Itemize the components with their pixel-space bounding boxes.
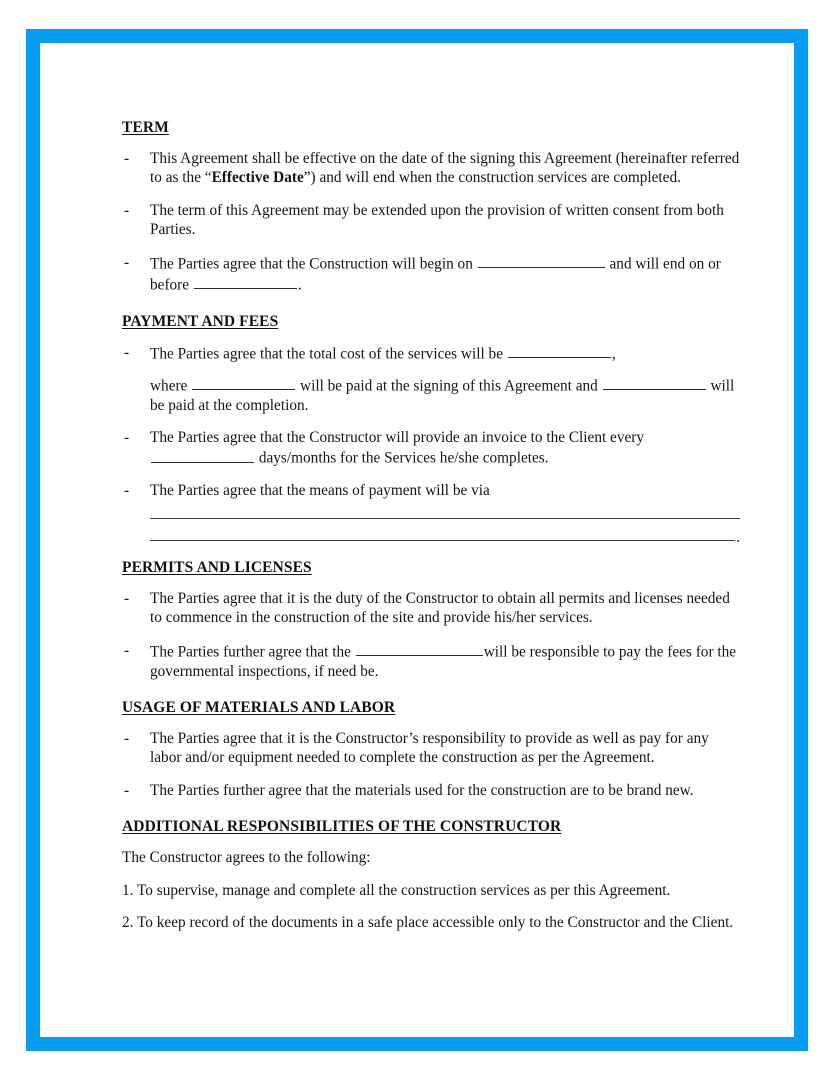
bullet-dash-icon: - bbox=[124, 730, 130, 748]
fill-in-blank-end-date[interactable] bbox=[194, 274, 297, 290]
section-heading-permits-and-licenses: PERMITS AND LICENSES bbox=[122, 558, 312, 576]
clause-text: The Parties agree that it is the Constructor’s responsibility to provide as well as pay for any labor and/or equipment needed to complete the construction as per the Agreement. bbox=[150, 730, 709, 767]
clause-text-post: , bbox=[611, 345, 616, 363]
bullet-dash-icon: - bbox=[124, 589, 130, 607]
materials-bullet-list bbox=[122, 729, 740, 800]
additional-responsibilities-intro: The Constructor agrees to the following: bbox=[122, 849, 371, 867]
section-permits-and-licenses bbox=[122, 559, 740, 681]
clause-text: The Parties agree that it is the duty of the Constructor to obtain all permits and licenses needed to commence in the construction of the site and provide his/her services. bbox=[150, 589, 730, 627]
write-in-rule[interactable] bbox=[150, 517, 740, 519]
clause-text-pre: This Agreement shall be effective on the date of the signing this Agreement (hereinafter referred to as the “ bbox=[150, 150, 740, 187]
bullet-dash-icon: - bbox=[124, 482, 130, 500]
list-item bbox=[122, 253, 740, 295]
payment-bullet-list bbox=[122, 343, 740, 546]
clause-text: The term of this Agreement may be extended upon the provision of written consent from both Parties. bbox=[150, 201, 724, 239]
section-usage-of-materials-and-labor bbox=[122, 699, 740, 800]
list-item bbox=[122, 428, 740, 468]
bullet-dash-icon: - bbox=[124, 428, 130, 446]
section-payment-and-fees bbox=[122, 312, 740, 546]
clause-text-second-post: will be paid at the completion. bbox=[150, 377, 735, 414]
write-in-rule[interactable] bbox=[150, 539, 735, 541]
fill-in-blank-deposit-amount[interactable] bbox=[192, 375, 295, 391]
bullet-dash-icon: - bbox=[124, 201, 130, 219]
permits-bullet-list bbox=[122, 589, 740, 681]
bullet-dash-icon: - bbox=[124, 343, 130, 361]
clause-text-pre: The Parties agree that the total cost of the services will be bbox=[150, 345, 503, 363]
fill-in-blank-start-date[interactable] bbox=[478, 253, 605, 269]
clause-text-post: days/months for the Services he/she completes. bbox=[258, 449, 549, 467]
clause-text-post: will be responsible to pay the fees for the governmental inspections, if need be. bbox=[150, 643, 737, 680]
list-item bbox=[122, 729, 740, 768]
section-heading-payment-and-fees: PAYMENT AND FEES bbox=[122, 312, 279, 330]
section-additional-responsibilities bbox=[122, 818, 740, 932]
bullet-dash-icon: - bbox=[124, 150, 130, 167]
clause-text-pre: The Parties agree that the Construction will begin on bbox=[150, 255, 473, 273]
list-item bbox=[122, 781, 740, 800]
clause-text-pre: The Parties agree that the Constructor will provide an invoice to the Client every bbox=[150, 428, 645, 446]
list-item bbox=[122, 481, 740, 546]
clause-text-mid: and will end on or before bbox=[150, 255, 721, 294]
page-blue-border bbox=[26, 29, 808, 1051]
clause-text-second-mid: will be paid at the signing of this Agreement and bbox=[300, 377, 598, 395]
section-heading-additional-responsibilities: ADDITIONAL RESPONSIBILITIES OF THE CONSTRUCTOR bbox=[122, 818, 562, 836]
payment-method-write-in-line-2[interactable] bbox=[150, 528, 740, 546]
rule-trailing-period: . bbox=[736, 528, 740, 546]
fill-in-blank-final-amount[interactable] bbox=[603, 375, 706, 391]
fill-in-blank-responsible-party[interactable] bbox=[356, 641, 483, 657]
clause-text: The Parties agree that the means of payment will be via bbox=[150, 482, 490, 500]
numbered-item: 1. To supervise, manage and complete all the construction services as per this Agreement. bbox=[122, 881, 671, 899]
list-item bbox=[122, 589, 740, 628]
clause-text-post: . bbox=[297, 276, 302, 294]
clause-text-second-pre: where bbox=[150, 377, 188, 395]
bullet-dash-icon: - bbox=[124, 781, 130, 799]
document-content bbox=[122, 119, 740, 946]
term-bullet-list bbox=[122, 149, 740, 295]
payment-method-write-in-line-1[interactable] bbox=[150, 517, 740, 519]
section-heading-usage-of-materials-and-labor: USAGE OF MATERIALS AND LABOR bbox=[122, 699, 396, 717]
list-item bbox=[122, 149, 740, 188]
fill-in-blank-total-cost[interactable] bbox=[508, 343, 611, 359]
numbered-item: 2. To keep record of the documents in a safe place accessible only to the Constructor and the Client. bbox=[122, 914, 734, 932]
section-term bbox=[122, 119, 740, 295]
list-item bbox=[122, 343, 740, 415]
list-item bbox=[122, 201, 740, 240]
clause-subline bbox=[150, 375, 740, 415]
clause-text: The Parties further agree that the materials used for the construction are to be brand new. bbox=[150, 781, 694, 799]
clause-text-pre: The Parties further agree that the bbox=[150, 643, 351, 661]
list-item bbox=[122, 641, 740, 681]
section-heading-term: TERM bbox=[122, 119, 169, 136]
fill-in-blank-invoice-period[interactable] bbox=[151, 447, 254, 463]
bullet-dash-icon: - bbox=[124, 641, 130, 659]
bullet-dash-icon: - bbox=[124, 253, 130, 271]
clause-text-post: ”) and will end when the construction services are completed. bbox=[303, 169, 681, 187]
effective-date-term: Effective Date bbox=[211, 169, 304, 187]
